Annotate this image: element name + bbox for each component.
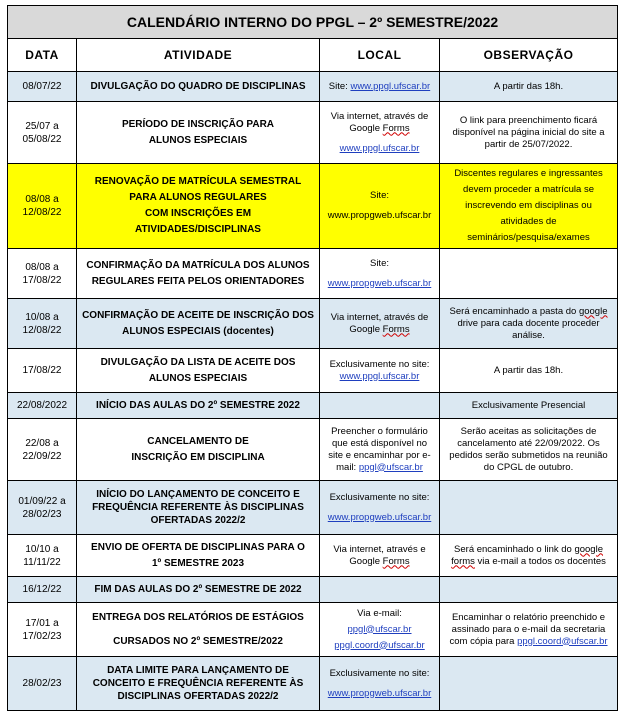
activity-line: DIVULGAÇÃO DO QUADRO DE DISCIPLINAS (90, 80, 306, 92)
local-link[interactable]: ppgl@ufscar.br (347, 623, 412, 635)
date-start: 22/08/2022 (16, 400, 68, 411)
table-row (8, 249, 618, 299)
table-row (8, 72, 618, 102)
activity-line: DISCIPLINAS OFERTADAS 2022/2 (117, 691, 279, 702)
local-text: Via internet, através e Google (333, 543, 426, 567)
header-activity: ATIVIDADE (77, 39, 320, 72)
table-row (8, 299, 618, 349)
local-forms-text: Forms (382, 122, 410, 134)
local-link[interactable]: www.propgweb.ufscar.br (327, 687, 432, 699)
calendar-table (7, 5, 618, 711)
activity-line: CONFIRMAÇÃO DA MATRÍCULA DOS ALUNOS (86, 259, 310, 271)
local-text: Via internet, através de Google (330, 110, 429, 134)
date-end: 28/02/23 (22, 508, 62, 520)
date-cell (8, 603, 77, 657)
observation-cell: A partir das 18h. (440, 349, 618, 393)
activity-line: CONCEITO E FREQUÊNCIA REFERENTE ÀS (92, 678, 304, 689)
header-row (8, 39, 618, 72)
activity-line: ENVIO DE OFERTA DE DISCIPLINAS PARA O (91, 541, 305, 553)
observation-cell: Serão aceitas as solicitações de cancelamento até 22/09/2022. Os pedidos serão submetidos na reunião do CPGL de outubro. (440, 419, 618, 481)
date-start: 10/10 a (25, 543, 59, 555)
local-cell (320, 102, 440, 164)
table-row (8, 349, 618, 393)
activity-line: ENTREGA DOS RELATÓRIOS DE ESTÁGIOS (92, 611, 304, 623)
date-cell (8, 419, 77, 481)
activity-cell (77, 419, 320, 481)
observation-squig: google (578, 305, 608, 317)
observation-link[interactable]: ppgl.coord@ufscar.br (517, 635, 608, 647)
date-start: 17/01 a (25, 617, 59, 629)
date-end: 17/02/23 (22, 630, 62, 642)
local-forms-text: Forms (382, 323, 410, 335)
local-link[interactable]: www.propgweb.ufscar.br (327, 277, 432, 289)
local-text: Exclusivamente no site: (329, 358, 430, 370)
local-cell (320, 481, 440, 535)
activity-line: PERÍODO DE INSCRIÇÃO PARA (121, 118, 275, 130)
activity-line: DATA LIMITE PARA LANÇAMENTO DE (107, 665, 289, 676)
activity-cell (77, 393, 320, 419)
table-row (8, 393, 618, 419)
observation-cell (440, 603, 618, 657)
date-cell (8, 72, 77, 102)
table-row (8, 657, 618, 711)
local-text: Site: (328, 80, 348, 92)
date-cell (8, 481, 77, 535)
local-cell (320, 299, 440, 349)
date-cell (8, 349, 77, 393)
local-link[interactable]: www.ppgl.ufscar.br (339, 370, 420, 382)
activity-line: OFERTADAS 2022/2 (150, 515, 246, 526)
activity-line: DIVULGAÇÃO DA LISTA DE ACEITE DOS (100, 356, 296, 368)
date-start: 22/08 a (25, 437, 59, 449)
local-link[interactable]: www.propgweb.ufscar.br (327, 210, 432, 221)
date-end: 05/08/22 (22, 133, 62, 145)
date-end: 11/11/22 (23, 556, 61, 568)
date-cell (8, 299, 77, 349)
activity-line: ALUNOS ESPECIAIS (148, 372, 248, 384)
activity-line: COM INSCRIÇÕES EM ATIVIDADES/DISCIPLINAS (135, 208, 261, 235)
date-cell (8, 164, 77, 249)
date-cell (8, 102, 77, 164)
local-text: Site: (369, 190, 389, 201)
local-link[interactable]: www.ppgl.ufscar.br (350, 80, 431, 92)
table-row (8, 481, 618, 535)
observation-text: Encaminhar o relatório preenchido e assinado para o e-mail da secretaria com cópia para (449, 611, 606, 647)
activity-cell (77, 72, 320, 102)
activity-line: ALUNOS ESPECIAIS (148, 134, 248, 146)
local-cell (320, 72, 440, 102)
local-link[interactable]: ppgl@ufscar.br (358, 461, 423, 473)
date-cell (8, 249, 77, 299)
observation-cell (440, 657, 618, 711)
local-cell (320, 657, 440, 711)
activity-line: FIM DAS AULAS DO 2º SEMESTRE DE 2022 (94, 583, 302, 595)
date-start: 08/08 a (25, 194, 59, 205)
activity-line: RENOVAÇÃO DE MATRÍCULA SEMESTRAL (94, 176, 302, 187)
activity-cell (77, 657, 320, 711)
activity-line: ALUNOS ESPECIAIS (docentes) (122, 325, 274, 337)
observation-text: Será encaminhado o link do (454, 543, 572, 555)
activity-cell (77, 349, 320, 393)
activity-line: INÍCIO DAS AULAS DO 2º SEMESTRE 2022 (96, 399, 300, 411)
activity-cell (77, 535, 320, 577)
table-row (8, 603, 618, 657)
local-cell (320, 164, 440, 249)
local-text: Via e-mail: (357, 607, 402, 619)
table-row (8, 102, 618, 164)
activity-cell (77, 164, 320, 249)
header-date: DATA (8, 39, 77, 72)
date-start: 08/07/22 (22, 81, 62, 92)
table-row (8, 535, 618, 577)
activity-line: CURSADOS NO 2º SEMESTRE/2022 (113, 635, 283, 647)
observation-cell (440, 577, 618, 603)
activity-line: PARA ALUNOS REGULARES (129, 192, 267, 203)
observation-cell (440, 535, 618, 577)
activity-line: FREQUÊNCIA REFERENTE ÀS DISCIPLINAS (92, 502, 304, 513)
local-cell (320, 535, 440, 577)
activity-line: 1º SEMESTRE 2023 (151, 557, 245, 569)
observation-cell (440, 249, 618, 299)
date-start: 10/08 a (25, 311, 59, 323)
observation-squig: google forms (451, 543, 603, 567)
date-cell (8, 577, 77, 603)
activity-cell (77, 249, 320, 299)
local-forms-text: Forms (382, 555, 410, 567)
observation-cell: Discentes regulares e ingressantes devem proceder a matrícula se inscrevendo em disciplinas ou atividades de seminários/pesquisa/exames (440, 164, 618, 249)
local-text: Via internet, através de Google (330, 311, 429, 335)
activity-line: INÍCIO DO LANÇAMENTO DE CONCEITO E (96, 489, 300, 500)
local-cell (320, 603, 440, 657)
local-cell (320, 393, 440, 419)
date-start: 08/08 a (25, 261, 59, 273)
date-end: 22/09/22 (22, 450, 62, 462)
local-link[interactable]: www.ppgl.ufscar.br (339, 142, 420, 154)
activity-cell (77, 299, 320, 349)
date-start: 25/07 a (25, 120, 59, 132)
local-cell (320, 577, 440, 603)
date-start: 17/08/22 (22, 365, 62, 376)
header-observation: OBSERVAÇÃO (440, 39, 618, 72)
observation-cell (440, 299, 618, 349)
date-start: 16/12/22 (22, 584, 62, 595)
local-link[interactable]: www.propgweb.ufscar.br (327, 511, 432, 523)
activity-line: REGULARES FEITA PELOS ORIENTADORES (91, 275, 305, 287)
local-cell (320, 419, 440, 481)
table-row (8, 419, 618, 481)
date-cell (8, 393, 77, 419)
activity-line: CONFIRMAÇÃO DE ACEITE DE INSCRIÇÃO DOS (82, 309, 314, 321)
header-local: LOCAL (320, 39, 440, 72)
local-cell (320, 249, 440, 299)
observation-text: drive para cada docente proceder análise. (457, 317, 600, 341)
activity-line: CANCELAMENTO DE (147, 435, 249, 447)
observation-cell (440, 481, 618, 535)
observation-text: via e-mail a todos os docentes (477, 555, 606, 567)
activity-cell (77, 603, 320, 657)
date-start: 28/02/23 (22, 678, 62, 689)
date-end: 17/08/22 (22, 274, 62, 286)
activity-cell (77, 102, 320, 164)
date-end: 12/08/22 (22, 207, 62, 218)
activity-line: INSCRIÇÃO EM DISCIPLINA (131, 451, 265, 463)
observation-cell: Exclusivamente Presencial (440, 393, 618, 419)
date-cell (8, 657, 77, 711)
observation-cell: O link para preenchimento ficará disponível na página inicial do site a partir de 25/07/2022. (440, 102, 618, 164)
date-cell (8, 535, 77, 577)
activity-cell (77, 481, 320, 535)
table-row (8, 164, 618, 249)
observation-cell: A partir das 18h. (440, 72, 618, 102)
date-start: 01/09/22 a (18, 495, 66, 507)
date-end: 12/08/22 (22, 324, 62, 336)
local-text: Site: (369, 257, 389, 269)
local-text: Preencher o formulário que está disponível no site e encaminhar por e-mail: (328, 425, 431, 473)
local-text: Exclusivamente no site: (329, 491, 430, 503)
activity-cell (77, 577, 320, 603)
observation-text: Será encaminhado a pasta do (449, 305, 577, 317)
table-title: CALENDÁRIO INTERNO DO PPGL – 2º SEMESTRE/2022 (8, 6, 618, 39)
local-link-2[interactable]: ppgl.coord@ufscar.br (334, 639, 425, 651)
local-text: Exclusivamente no site: (329, 667, 430, 679)
local-cell (320, 349, 440, 393)
table-row (8, 577, 618, 603)
